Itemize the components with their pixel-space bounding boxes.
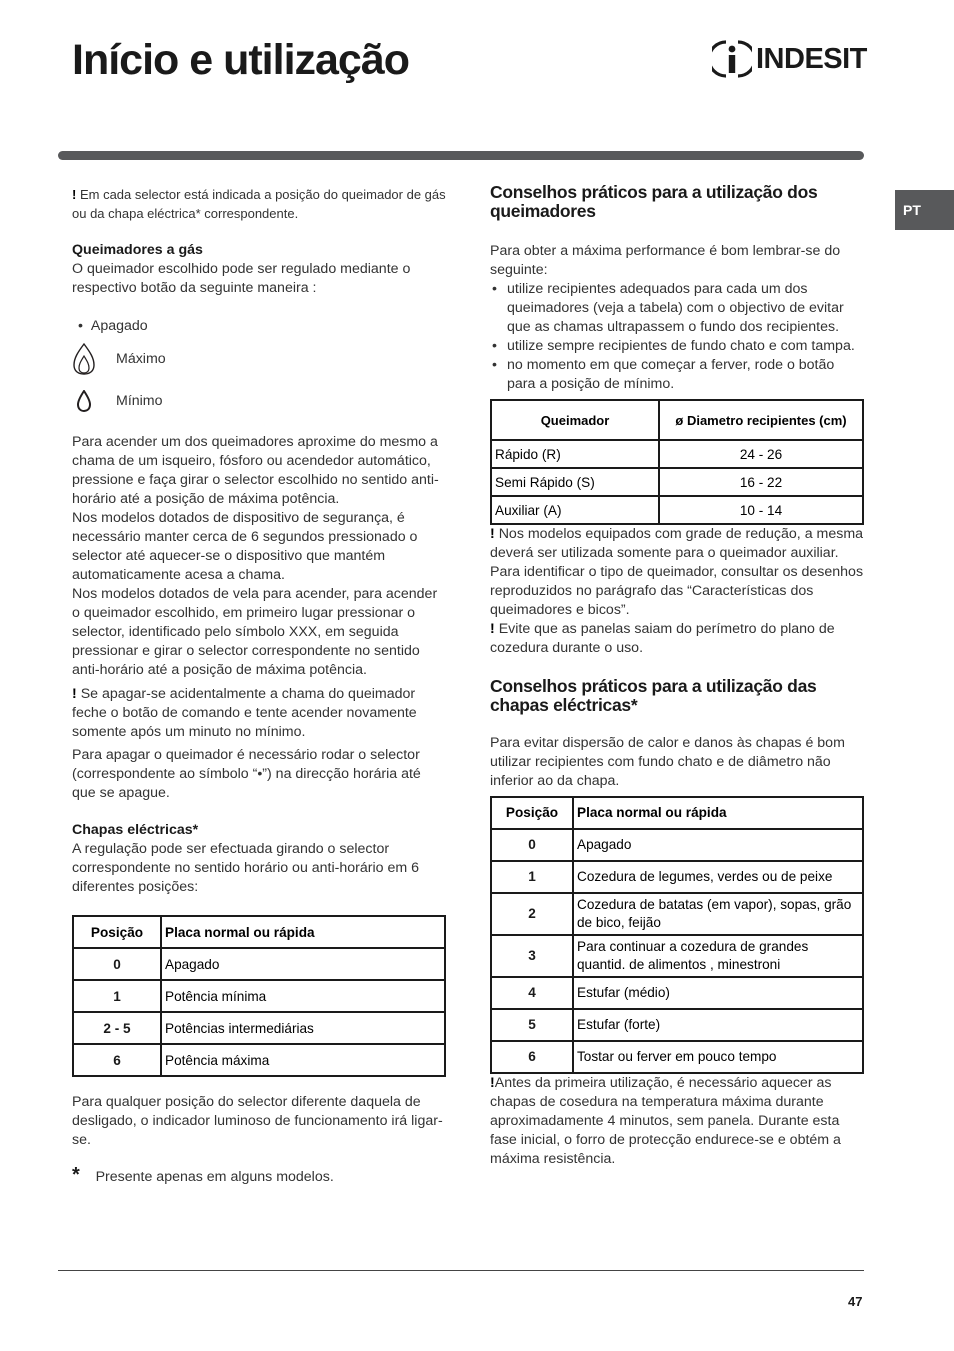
min-position-row [72, 380, 446, 422]
table-cell: 4 [491, 977, 573, 1009]
table-cell: 0 [491, 829, 573, 861]
exclamation-icon: ! [72, 187, 77, 202]
table-row [491, 496, 863, 524]
page-number: 47 [848, 1294, 863, 1309]
table-cell: Estufar (forte) [573, 1009, 863, 1041]
table-row [491, 1041, 863, 1073]
column-header: Placa normal ou rápida [573, 797, 863, 829]
footnote-text: Presente apenas em alguns modelos. [95, 1169, 334, 1185]
reduction-grid-warning [490, 525, 864, 563]
large-flame-icon [72, 342, 96, 376]
table-cell: Para continuar a cozedura de grandes quantid. de alimentos , minestroni [573, 935, 863, 977]
table-cell: Cozedura de legumes, verdes ou de peixe [573, 861, 863, 893]
table-header-row [73, 916, 445, 948]
table-row [73, 1012, 445, 1044]
max-position-row [72, 338, 446, 380]
plates-heading: Chapas eléctricas* [72, 822, 199, 838]
exclamation-icon: ! [490, 526, 495, 542]
table-cell: 1 [73, 980, 161, 1012]
burner-diameter-table [490, 399, 864, 525]
column-header: Placa normal ou rápida [161, 916, 445, 948]
small-flame-icon [72, 390, 96, 412]
page-title: Início e utilização [72, 36, 410, 84]
burner-type-paragraph: Para identificar o tipo de queimador, consultar os desenhos reproduzidos no parágrafo das “Características dos queimadores e bicos”. [490, 564, 864, 618]
max-position-label: Máximo [116, 350, 166, 367]
turn-off-paragraph: Para apagar o queimador é necessário rodar o selector (correspondente ao símbolo “•”) na direcção horária até que se apague. [72, 747, 421, 801]
first-use-warning [490, 1074, 864, 1169]
table-row [491, 440, 863, 468]
plates-tips-paragraph: Para evitar dispersão de calor e danos às chapas é bom utilizar recipientes com fundo chato e de diâmetro não inferior ao da chapa. [490, 735, 845, 789]
left-column [72, 185, 446, 1187]
brand-name: INDESIT [756, 42, 867, 75]
table-row [491, 893, 863, 935]
list-item: • no momento em que começar a ferver, rode o botão para a posição de mínimo. [490, 356, 864, 394]
table-row [491, 977, 863, 1009]
flame-out-warning-text: Se apagar-se acidentalmente a chama do queimador feche o botão de comando e tente acender novamente somente após um minuto no mínimo. [72, 686, 417, 740]
ignition-paragraph: Nos modelos dotados de vela para acender, para acender o queimador escolhido, em primeiro lugar pressionar o selector, identificado pelo símbolo XXX, em seguida pressionar e girar o selector correspondente no sentido anti-horário até a posição de máxima potência. [72, 586, 438, 678]
pan-perimeter-warning-text: Evite que as panelas saiam do perímetro do plano de cozedura durante o uso. [490, 621, 835, 656]
reduction-grid-warning-text: Nos modelos equipados com grade de redução, a mesma deverá ser utilizada somente para o queimador auxiliar. [490, 526, 864, 561]
table-cell: 6 [73, 1044, 161, 1076]
list-item: • utilize sempre recipientes de fundo chato e com tampa. [490, 337, 864, 356]
exclamation-icon: ! [490, 621, 495, 637]
table-row [73, 980, 445, 1012]
table-cell: Potência mínima [161, 980, 445, 1012]
table-cell: Cozedura de batatas (em vapor), sopas, grão de bico, feijão [573, 893, 863, 935]
column-header: Posição [491, 797, 573, 829]
column-header: ø Diametro recipientes (cm) [659, 400, 863, 440]
off-position-label: Apagado [90, 318, 148, 334]
table-cell: Apagado [161, 948, 445, 980]
footnote [72, 1166, 446, 1187]
table-cell: Rápido (R) [491, 440, 659, 468]
language-tab: PT [895, 190, 954, 230]
table-cell: 16 - 22 [659, 468, 863, 496]
table-row [73, 948, 445, 980]
exclamation-icon: ! [490, 1075, 495, 1091]
table-cell: Apagado [573, 829, 863, 861]
table-cell: Potências intermediárias [161, 1012, 445, 1044]
plates-text: A regulação pode ser efectuada girando o selector correspondente no sentido horário ou anti-horário em 6 diferentes posições: [72, 841, 420, 895]
table-cell: Semi Rápido (S) [491, 468, 659, 496]
table-row [491, 935, 863, 977]
first-use-warning-text: Antes da primeira utilização, é necessário aquecer as chapas de cosedura na temperatura máxima durante aproximadamente 4 minutos, sem panela. Durante esta fase inicial, o forro de protecção endurece-se e obtém a máxima resistência. [490, 1075, 841, 1167]
pan-perimeter-warning [490, 620, 864, 658]
table-cell: 0 [73, 948, 161, 980]
header-divider-bar [58, 151, 864, 160]
table-cell: Estufar (médio) [573, 977, 863, 1009]
table-cell: 2 [491, 893, 573, 935]
asterisk-mark: * [72, 1164, 80, 1186]
table-row [73, 1044, 445, 1076]
safety-paragraph: Nos modelos dotados de dispositivo de segurança, é necessário manter cerca de 6 segundos pressionado o selector até aquecer-se o dispositivo que mantém automaticamente acesa a chama. [72, 510, 418, 583]
list-item: • utilize recipientes adequados para cada um dos queimadores (veja a tabela) com o objectivo de evitar que as chamas ultrapassem o fundo dos recipientes. [490, 280, 864, 337]
table-cell: 24 - 26 [659, 440, 863, 468]
table-cell: 10 - 14 [659, 496, 863, 524]
column-header: Queimador [491, 400, 659, 440]
table-cell: 2 - 5 [73, 1012, 161, 1044]
table-cell: Tostar ou ferver em pouco tempo [573, 1041, 863, 1073]
right-column [490, 183, 864, 1169]
table-cell: 5 [491, 1009, 573, 1041]
table-row [491, 1009, 863, 1041]
table-cell: Potência máxima [161, 1044, 445, 1076]
table-header-row [491, 797, 863, 829]
indesit-logo-icon [712, 38, 752, 80]
flame-out-warning [72, 685, 446, 742]
plates-usage-table [490, 796, 864, 1074]
indesit-logo [712, 38, 867, 80]
lighting-paragraph: Para acender um dos queimadores aproxime do mesmo a chama de um isqueiro, fósforo ou acendedor automático, pressione e faça girar o selector escolhido no sentido anti-horário até a posição de máxima potência. [72, 434, 439, 507]
off-position-row [72, 317, 446, 336]
table-header-row [491, 400, 863, 440]
gas-text: O queimador escolhido pode ser regulado mediante o respectivo botão da seguinte maneira : [72, 261, 411, 296]
plates-tips-heading: Conselhos práticos para a utilização das chapas eléctricas* [490, 676, 817, 715]
bullet-icon: • [78, 318, 83, 334]
gas-heading: Queimadores a gás [72, 242, 203, 258]
footer-divider [58, 1270, 864, 1271]
table-row [491, 861, 863, 893]
indicator-paragraph: Para qualquer posição do selector diferente daquela de desligado, o indicador luminoso de funcionamento irá ligar-se. [72, 1094, 443, 1148]
burners-tips-list [490, 280, 864, 394]
table-cell: 6 [491, 1041, 573, 1073]
table-cell: 1 [491, 861, 573, 893]
exclamation-icon: ! [72, 686, 77, 702]
table-cell: Auxiliar (A) [491, 496, 659, 524]
table-row [491, 829, 863, 861]
table-row [491, 468, 863, 496]
burners-intro: Para obter a máxima performance é bom lembrar-se do seguinte: [490, 243, 841, 278]
intro-note [72, 185, 446, 223]
plates-position-table [72, 915, 446, 1077]
min-position-label: Mínimo [116, 392, 163, 409]
table-cell: 3 [491, 935, 573, 977]
intro-text: Em cada selector está indicada a posição do queimador de gás ou da chapa eléctrica* correspondente. [72, 187, 446, 221]
column-header: Posição [73, 916, 161, 948]
burners-tips-heading: Conselhos práticos para a utilização dos queimadores [490, 182, 818, 221]
